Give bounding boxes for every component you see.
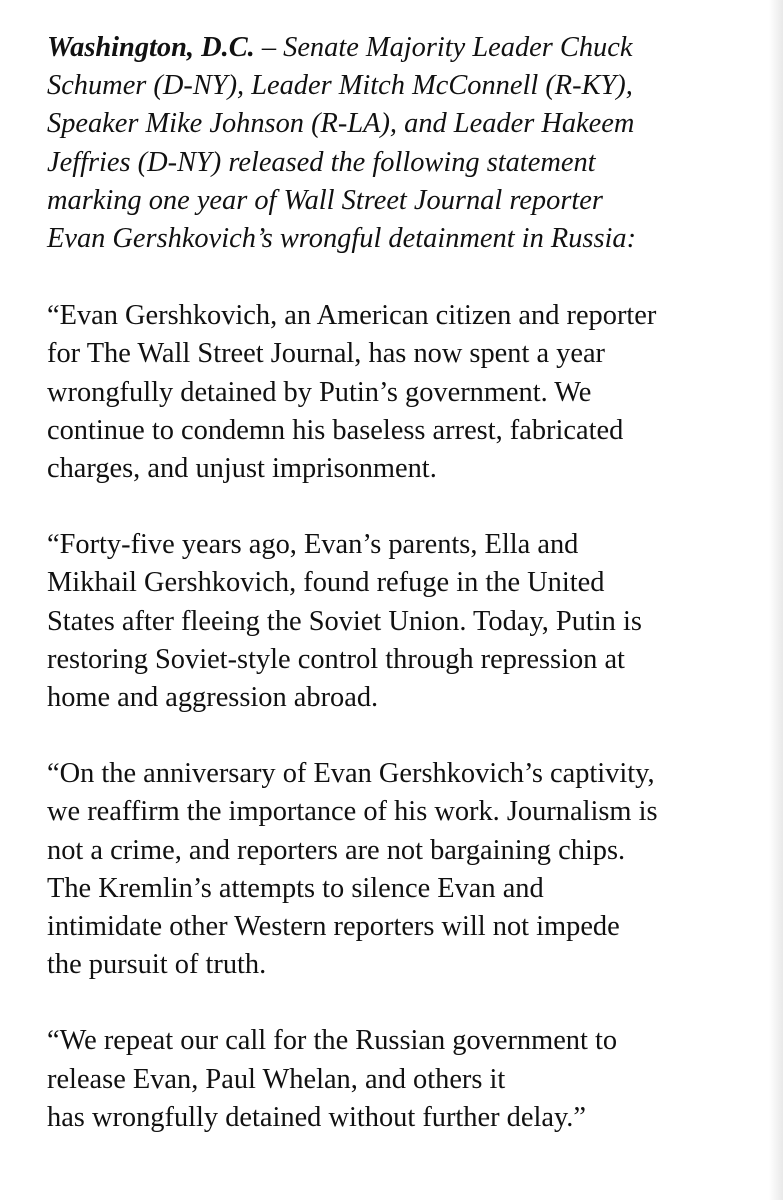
statement-paragraph-1 (47, 297, 757, 488)
dateline-line: Jeffries (D-NY) released the following statement (47, 146, 596, 178)
paragraph-line: charges, and unjust imprisonment. (47, 453, 437, 485)
page-edge-shadow (769, 0, 783, 1200)
dateline-line: Evan Gershkovich’s wrongful detainment in Russia: (47, 223, 637, 255)
dateline-paragraph (47, 29, 757, 258)
paragraph-line: continue to condemn his baseless arrest, fabricated (47, 414, 624, 446)
paragraph-line: intimidate other Western reporters will not impede (47, 911, 620, 943)
statement-paragraph-3 (47, 755, 757, 984)
paragraph-line: “We repeat our call for the Russian government to (47, 1025, 618, 1057)
dateline-line: Speaker Mike Johnson (R-LA), and Leader Hakeem (47, 108, 635, 140)
paragraph-line: release Evan, Paul Whelan, and others it (47, 1063, 506, 1095)
paragraph-line: the pursuit of truth. (47, 949, 267, 981)
paragraph-line: “On the anniversary of Evan Gershkovich’s captivity, (47, 758, 655, 790)
paragraph-line: States after fleeing the Soviet Union. Today, Putin is (47, 605, 642, 637)
paragraph-line: wrongfully detained by Putin’s government. We (47, 376, 592, 408)
dateline-text: – Senate Majority Leader Chuck (254, 32, 633, 63)
paragraph-line: “Evan Gershkovich, an American citizen and reporter (47, 300, 657, 332)
paragraph-line: not a crime, and reporters are not bargaining chips. (47, 834, 626, 866)
dateline-place: Washington, D.C. (47, 32, 255, 63)
statement-paragraph-2 (47, 526, 757, 717)
dateline-line: marking one year of Wall Street Journal reporter (47, 184, 603, 216)
dateline-line: Schumer (D-NY), Leader Mitch McConnell (R-KY), (47, 70, 633, 102)
statement-paragraph-4 (47, 1022, 757, 1137)
paragraph-line: “Forty-five years ago, Evan’s parents, Ella and (47, 529, 579, 561)
paragraph-line: for The Wall Street Journal, has now spent a year (47, 338, 606, 370)
paragraph-line: has wrongfully detained without further delay.” (47, 1101, 586, 1133)
paragraph-line: home and aggression abroad. (47, 682, 379, 714)
paragraph-line: Mikhail Gershkovich, found refuge in the United (47, 567, 605, 599)
paragraph-line: The Kremlin’s attempts to silence Evan and (47, 872, 544, 904)
paragraph-line: restoring Soviet-style control through repression at (47, 643, 625, 675)
dateline-line (47, 29, 757, 67)
paragraph-line: we reaffirm the importance of his work. Journalism is (47, 796, 658, 828)
